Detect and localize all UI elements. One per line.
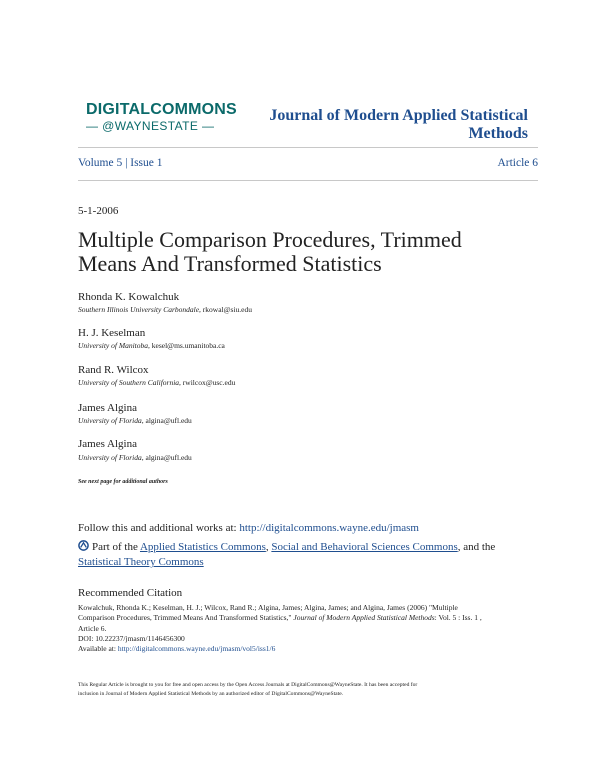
- publication-date: 5-1-2006: [78, 205, 119, 217]
- journal-title[interactable]: [228, 107, 528, 143]
- author-name: Rhonda K. Kowalchuk: [78, 291, 180, 303]
- header-divider-top: [78, 147, 538, 148]
- available-label: Available at:: [78, 644, 118, 654]
- separator: ,: [265, 541, 272, 553]
- part-of-block: [78, 540, 548, 570]
- recommended-citation-heading: Recommended Citation: [78, 587, 183, 599]
- part-of-prefix: Part of the: [92, 541, 140, 553]
- separator: , and the: [457, 541, 496, 553]
- author-name: James Algina: [78, 402, 137, 414]
- author-institution: University of Florida: [78, 416, 142, 425]
- author-affiliation: [78, 453, 192, 462]
- applied-statistics-commons-link[interactable]: Applied Statistics Commons: [139, 541, 266, 553]
- access-footer: [78, 681, 523, 699]
- header-divider-bottom: [78, 180, 538, 181]
- see-next-page-note: See next page for additional authors: [78, 479, 168, 485]
- follow-text: Follow this and additional works at:: [78, 522, 240, 534]
- digital-commons-logo[interactable]: DIGITALCOMMONS: [86, 101, 237, 118]
- author-affiliation: [78, 378, 235, 387]
- footer-line1: This Regular Article is brought to you for free and open access by the Open Access Journals at DigitalCommons@WayneState. It has been accepted for: [78, 682, 418, 688]
- citation-line1: Kowalchuk, Rhonda K.; Keselman, H. J.; Wilcox, Rand R.; Algina, James; Algina, James; and Algina, James (2006) "Multiple: [78, 603, 458, 612]
- citation-journal-name: Journal of Modern Applied Statistical Methods: [293, 613, 435, 623]
- author-affiliation: [78, 341, 225, 350]
- follow-url-link[interactable]: http://digitalcommons.wayne.edu/jmasm: [239, 522, 419, 534]
- author-institution: Southern Illinois University Carbondale: [78, 305, 200, 314]
- article-title-line2: Means And Transformed Statistics: [78, 251, 382, 276]
- social-behavioral-sciences-commons-link[interactable]: Social and Behavioral Sciences Commons: [271, 541, 458, 553]
- volume-issue-link[interactable]: Volume 5 | Issue 1: [78, 157, 163, 169]
- journal-title-line2: Methods: [468, 125, 528, 142]
- citation-line2-text: Comparison Procedures, Trimmed Means And Transformed Statistics,": [78, 613, 294, 623]
- bepress-network-icon: [78, 540, 89, 551]
- statistical-theory-commons-link[interactable]: Statistical Theory Commons: [78, 556, 204, 568]
- citation-line3: Article 6.: [78, 623, 107, 633]
- author-institution: University of Florida: [78, 453, 142, 462]
- citation-line2: [78, 613, 523, 623]
- article-title-line1: Multiple Comparison Procedures, Trimmed: [78, 227, 462, 252]
- author-email: , rkowal@siu.edu: [199, 305, 252, 314]
- author-email: , kesel@ms.umanitoba.ca: [148, 341, 225, 350]
- citation-available: [78, 644, 523, 654]
- author-email: , algina@ufl.edu: [141, 416, 192, 425]
- author-name: Rand R. Wilcox: [78, 364, 149, 376]
- follow-line: [78, 522, 419, 534]
- journal-title-line1: Journal of Modern Applied Statistical: [269, 107, 528, 124]
- author-affiliation: [78, 305, 252, 314]
- author-institution: University of Manitoba: [78, 341, 148, 350]
- citation-doi: DOI: 10.22237/jmasm/1146456300: [78, 633, 185, 643]
- footer-line2: inclusion in Journal of Modern Applied Statistical Methods by an authorized editor of DigitalCommons@WayneState.: [78, 691, 344, 697]
- article-url-link[interactable]: http://digitalcommons.wayne.edu/jmasm/vol5/iss1/6: [117, 644, 276, 654]
- author-email: , rwilcox@usc.edu: [179, 378, 236, 387]
- article-title: [78, 228, 518, 276]
- citation-body: [78, 603, 523, 654]
- author-name: H. J. Keselman: [78, 327, 146, 339]
- author-name: James Algina: [78, 438, 137, 450]
- author-affiliation: [78, 416, 192, 425]
- author-institution: University of Southern California: [78, 378, 180, 387]
- article-number-link[interactable]: Article 6: [497, 157, 538, 169]
- wayne-state-logo: — @WAYNESTATE —: [86, 119, 215, 133]
- citation-volume: : Vol. 5 : Iss. 1 ,: [434, 613, 482, 623]
- author-email: , algina@ufl.edu: [141, 453, 192, 462]
